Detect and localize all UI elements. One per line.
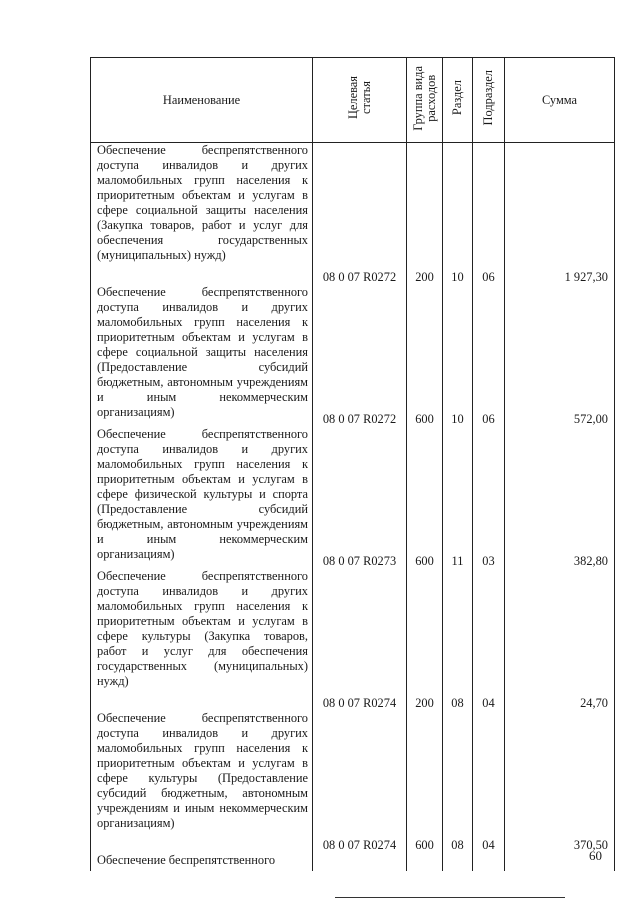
footer-rule: [335, 897, 565, 898]
row-target-cell: [313, 853, 407, 871]
row-target-cell: 08 0 07 R0273: [313, 427, 407, 569]
table-row: [91, 711, 615, 853]
row-amount-cell: 1 927,30: [505, 143, 615, 286]
row-section-cell: 10: [443, 285, 473, 427]
row-section-cell: 10: [443, 143, 473, 286]
page-number: 60: [589, 848, 602, 863]
row-section-cell: 11: [443, 427, 473, 569]
row-subsection-cell: 04: [473, 569, 505, 711]
row-name-cell: Обеспечение беспрепятственного доступа инвалидов и других маломобильных групп населения к приоритетным объектам и услугам в сфере культуры (Закупка товаров, работ и услуг для обеспечения государственных (муниципальных) нужд): [91, 569, 313, 711]
table-row: [91, 143, 615, 286]
table-row: [91, 285, 615, 427]
header-target: Целевая статья: [313, 58, 407, 143]
row-target-cell: 08 0 07 R0274: [313, 711, 407, 853]
row-name-cell: Обеспечение беспрепятственного доступа инвалидов и других маломобильных групп населения к приоритетным объектам и услугам в сфере культуры (Предоставление субсидий бюджетным, автономным учреждениям и иным некоммерческим организациям): [91, 711, 313, 853]
row-amount-cell: 370,50: [505, 711, 615, 853]
row-subsection-cell: [473, 853, 505, 871]
row-amount-cell: 24,70: [505, 569, 615, 711]
row-name-cell: Обеспечение беспрепятственного доступа инвалидов и других маломобильных групп населения к приоритетным объектам и услугам в сфере социальной защиты населения (Предоставление субсидий бюджетным, автономным учреждениям и иным некоммерческим организациям): [91, 285, 313, 427]
row-group-cell: 600: [407, 711, 443, 853]
row-group-cell: 600: [407, 285, 443, 427]
header-group: Группа вида расходов: [407, 58, 443, 143]
header-subsection: Подраздел: [473, 58, 505, 143]
table-row: [91, 427, 615, 569]
row-subsection-cell: 03: [473, 427, 505, 569]
table-row: [91, 569, 615, 711]
row-target-cell: 08 0 07 R0272: [313, 143, 407, 286]
row-target-cell: 08 0 07 R0274: [313, 569, 407, 711]
row-group-cell: 600: [407, 427, 443, 569]
row-amount-cell: 382,80: [505, 427, 615, 569]
row-amount-cell: 572,00: [505, 285, 615, 427]
row-name-cell: Обеспечение беспрепятственного доступа инвалидов и других маломобильных групп населения к приоритетным объектам и услугам в сфере физической культуры и спорта (Предоставление субсидий бюджетным, автономным учреждениям и иным некоммерческим организациям): [91, 427, 313, 569]
row-subsection-cell: 06: [473, 285, 505, 427]
row-subsection-cell: 04: [473, 711, 505, 853]
row-target-cell: 08 0 07 R0272: [313, 285, 407, 427]
table-row-partial: [91, 853, 615, 871]
expenditure-table: [90, 57, 615, 871]
row-group-cell: [407, 853, 443, 871]
row-name-cell: Обеспечение беспрепятственного: [91, 853, 313, 871]
table-header-row: [91, 58, 615, 143]
row-group-cell: 200: [407, 569, 443, 711]
header-section: Раздел: [443, 58, 473, 143]
header-name: Наименование: [91, 58, 313, 143]
row-section-cell: 08: [443, 711, 473, 853]
header-amount: Сумма: [505, 58, 615, 143]
row-section-cell: [443, 853, 473, 871]
row-name-cell: Обеспечение беспрепятственного доступа инвалидов и других маломобильных групп населения к приоритетным объектам и услугам в сфере социальной защиты населения (Закупка товаров, работ и услуг для обеспечения государственных (муниципальных) нужд): [91, 143, 313, 286]
row-subsection-cell: 06: [473, 143, 505, 286]
row-section-cell: 08: [443, 569, 473, 711]
row-group-cell: 200: [407, 143, 443, 286]
